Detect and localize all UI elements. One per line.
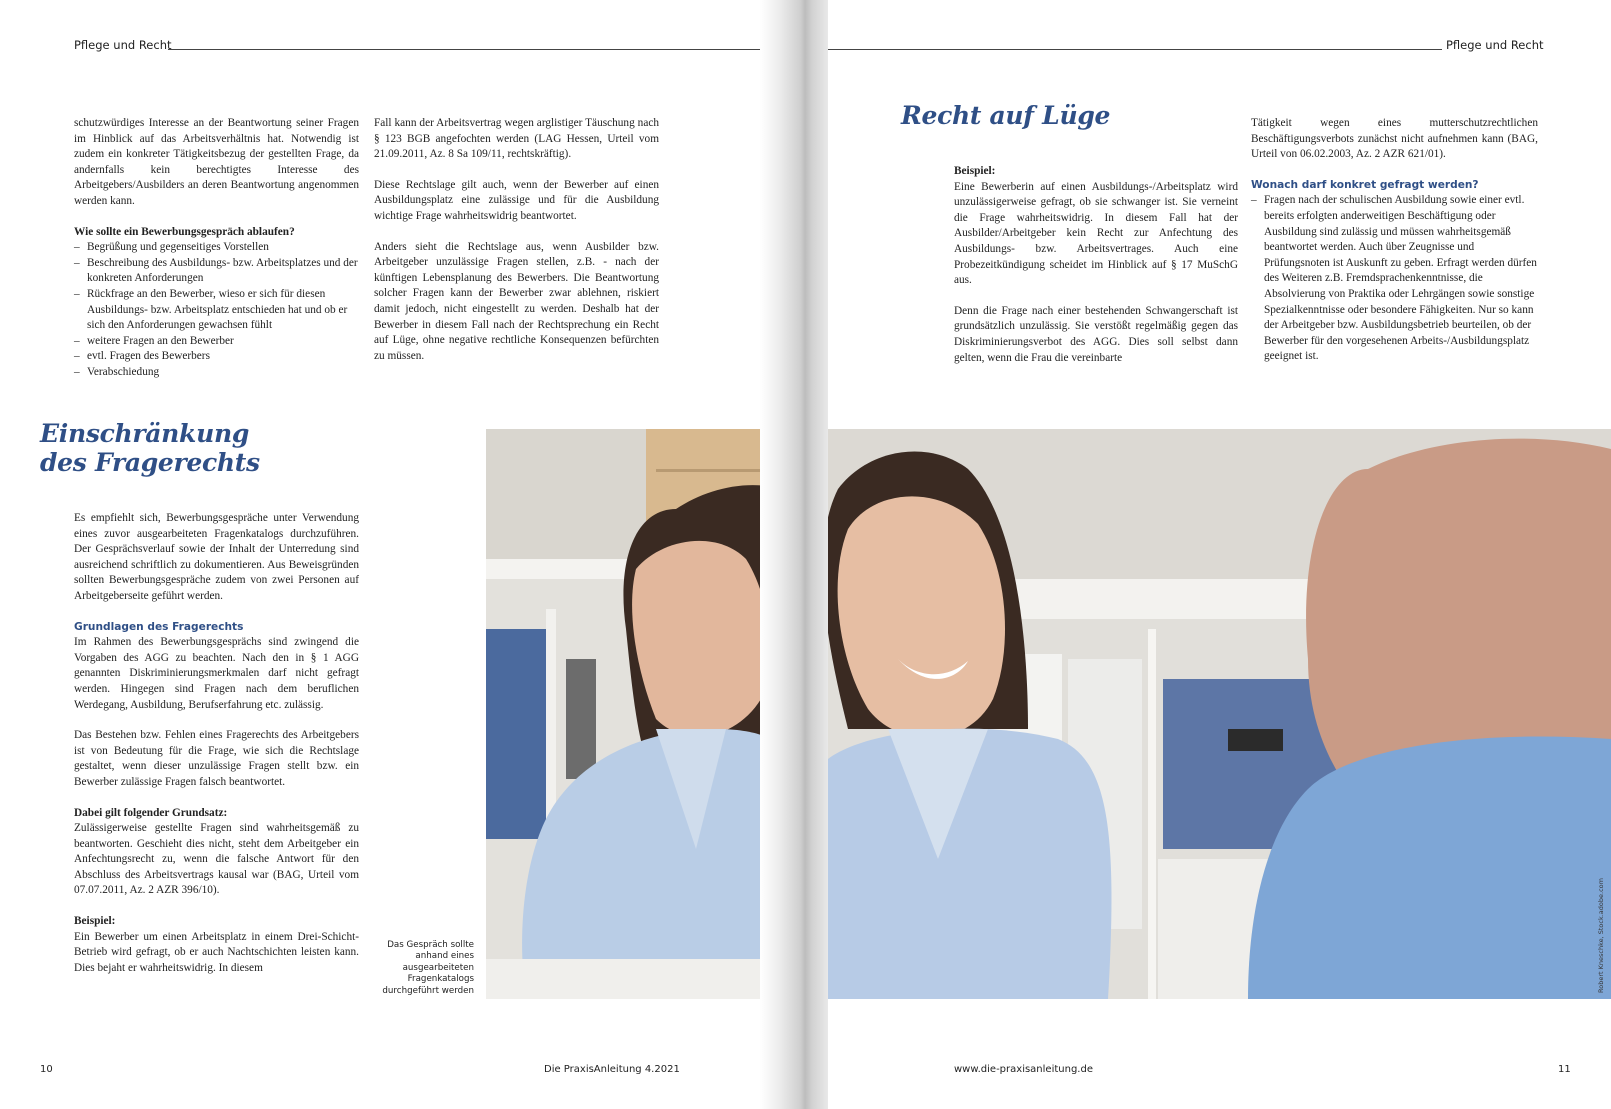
paragraph: Denn die Frage nach einer bestehenden Schwangerschaft ist grundsätzlich unzulässig. Sie verstößt regelmäßig gegen das Diskriminierungsverbot des AGG. Dies soll selbst dann gelten, wenn die Frau die vereinbarte <box>954 304 1238 364</box>
paragraph: Das Bestehen bzw. Fehlen eines Fragerechts des Arbeitgebers ist von Bedeutung für die Frage, wie sich die Rechtslage gestaltet, wenn dieser unzulässige Fragen stellt bzw. ein Bewerber zulässige Fragen falsch beantwortet. <box>74 729 359 788</box>
paragraph: Anders sieht die Rechtslage aus, wenn Ausbilder bzw. Arbeitgeber unzulässige Fragen stellen, z.B. - nach der künftigen Lebensplanung des Bewerbers. Die Beantwortung solcher Fragen kann der Bewerber zwar ablehnen, riskiert damit jedoch, nicht eingestellt zu werden. Deshalb hat der Bewerber in diesem Fall nach der Rechtsprechung ein Recht auf Lüge, ohne negative rechtliche Konsequenzen befürchten zu müssen. <box>374 240 659 362</box>
section-headline-right: Recht auf Lüge <box>901 101 1111 130</box>
right-column-1 <box>954 164 1238 381</box>
page-number-right: 11 <box>1558 1064 1571 1075</box>
page-number-left: 10 <box>40 1064 53 1075</box>
paragraph: Eine Bewerberin auf einen Ausbildungs-/Arbeitsplatz wird unzulässigerweise gefragt, ob sie schwanger ist. Sie verneint die Frage wahrheitswidrig. In diesem Fall hat der Ausbilder/Arbeitgeber kein Recht zur Anfechtung des Ausbildungs- bzw. Arbeitsvertrages. Auch eine Probezeitkündigung scheidet im Hinblick auf § 17 MuSchG aus. <box>954 180 1238 287</box>
right-page <box>828 0 1611 1109</box>
subheading: Grundlagen des Fragerechts <box>74 620 244 633</box>
photo-right-half <box>828 429 1611 999</box>
list-item: – Beschreibung des Ausbildungs- bzw. Arbeitsplatzes und der konkreten Anforderungen <box>74 256 359 287</box>
list-item: – Verabschiedung <box>74 365 359 381</box>
paragraph: Diese Rechtslage gilt auch, wenn der Bewerber auf einen Ausbildungsplatz eine zulässige und für die Ausbildung wichtige Frage wahrheitswidrig beantwortet. <box>374 178 659 222</box>
paragraph: Fall kann der Arbeitsvertrag wegen arglistiger Täuschung nach § 123 BGB angefochten werden (LAG Hessen, Urteil vom 21.09.2011, Az. 8 Sa 109/11, rechtskräftig). <box>374 117 659 161</box>
header-rule-right <box>828 49 1442 50</box>
paragraph: Es empfiehlt sich, Bewerbungsgespräche unter Verwendung eines zuvor ausgearbeiteten Fragenkatalogs durchzuführen. Der Gesprächsverlauf sowie der Inhalt der Unterredung sind ausreichend schriftlich zu dokumentieren. Aus Beweisgründen sollten Bewerbungsgespräche zudem von zwei Personen auf Arbeitgeberseite geführt werden. <box>74 512 359 602</box>
section-headline-left <box>40 419 260 477</box>
list-item: – evtl. Fragen des Bewerbers <box>74 349 359 365</box>
interview-steps-list <box>74 240 359 380</box>
office-interview-photo-right <box>828 429 1611 999</box>
photo-caption: Das Gespräch sollte anhand eines ausgearbeiteten Fragenkatalogs durchgeführt werden <box>382 940 474 996</box>
left-column-1-bottom <box>74 511 359 991</box>
list-item: – Fragen nach der schulischen Ausbildung sowie einer evtl. bereits erfolgten anderweitigen Beschäftigung oder Ausbildung sind zulässig und müssen wahrheitsgemäß beantwortet werden. Auch über Zeugnisse und Prüfungsnoten ist Auskunft zu geben. Erfragt werden dürfen des Weiteren z.B. Fremdsprachenkenntnisse, die Absolvierung von Praktika oder Lehrgängen sowie sonstige Spezialkenntnisse oder besondere Fähigkeiten. Nur so kann der Arbeitgeber bzw. Ausbildungsbetrieb beurteilen, ob der Bewerber für den vorgesehenen Arbeits-/Ausbildungsplatz geeignet ist. <box>1251 193 1538 365</box>
subheading: Wonach darf konkret gefragt werden? <box>1251 178 1479 191</box>
paragraph: Tätigkeit wegen eines mutterschutzrechtlichen Beschäftigungsverbots zunächst nicht aufnehmen kann (BAG, Urteil von 06.02.2003, Az. 2 AZR 621/01). <box>1251 117 1538 161</box>
list-item: – Begrüßung und gegenseitiges Vorstellen <box>74 240 359 256</box>
right-column-2 <box>1251 116 1538 380</box>
intro-paragraph: schutzwürdiges Interesse an der Beantwortung seiner Fragen im Hinblick auf das Arbeitsverhältnis hat. Notwendig ist zudem ein konkreter Tätigkeitsbezug der gestellten Frage, da andernfalls kein berechtigtes Interesse des Arbeitgebers/Ausbilders an deren Beantwortung angenommen werden kann. <box>74 117 359 207</box>
list-item: – weitere Fragen an den Bewerber <box>74 334 359 350</box>
website-url: www.die-praxisanleitung.de <box>954 1064 1093 1075</box>
example-heading: Beispiel: <box>74 915 116 928</box>
running-head-right: Pflege und Recht <box>1446 38 1544 52</box>
headline-line: Einschränkung <box>40 419 250 448</box>
paragraph: Im Rahmen des Bewerbungsgesprächs sind zwingend die Vorgaben des AGG zu beachten. Nach den in § 1 AGG genannten Diskriminierungsmerkmalen darf nicht gefragt werden. Hingegen sind Fragen nach dem beruflichen Werdegang, Ausbildung, Berufserfahrung etc. zulässig. <box>74 636 359 711</box>
example-heading: Beispiel: <box>954 165 996 177</box>
paragraph: Ein Bewerber um einen Arbeitsplatz in einem Drei-Schicht-Betrieb wird gefragt, ob er auch Nachtschichten leisten kann. Dies bejaht er wahrheitswidrig. In diesem <box>74 930 359 974</box>
issue-info: Die PraxisAnleitung 4.2021 <box>544 1064 680 1075</box>
header-rule-left <box>168 49 783 50</box>
headline-line: des Fragerechts <box>40 448 260 477</box>
office-interview-photo-left <box>486 429 783 999</box>
left-page <box>0 0 783 1109</box>
running-head-left: Pflege und Recht <box>74 38 172 52</box>
list-item: – Rückfrage an den Bewerber, wieso er sich für diesen Ausbildungs- bzw. Arbeitsplatz entschieden hat und ob er sich den Anforderungen gewachsen fühlt <box>74 287 359 334</box>
allowed-questions-list <box>1251 193 1538 365</box>
photo-credit: Robert Kneschke, Stock.adobe.com <box>1597 878 1605 993</box>
left-column-1-top <box>74 116 359 396</box>
photo-left-half <box>486 429 783 999</box>
grundsatz-heading: Dabei gilt folgender Grundsatz: <box>74 806 228 819</box>
paragraph: Zulässigerweise gestellte Fragen sind wahrheitsgemäß zu beantworten. Geschieht dies nicht, steht dem Arbeitgeber ein Anfechtungsrecht zu, wenn die falsche Antwort für den Abschluss des Arbeitsvertrags kausal war (BAG, Urteil vom 07.07.2011, Az. 2 AZR 396/10). <box>74 822 359 897</box>
left-column-2-top <box>374 116 659 379</box>
list-heading: Wie sollte ein Bewerbungsgespräch ablaufen? <box>74 225 295 238</box>
